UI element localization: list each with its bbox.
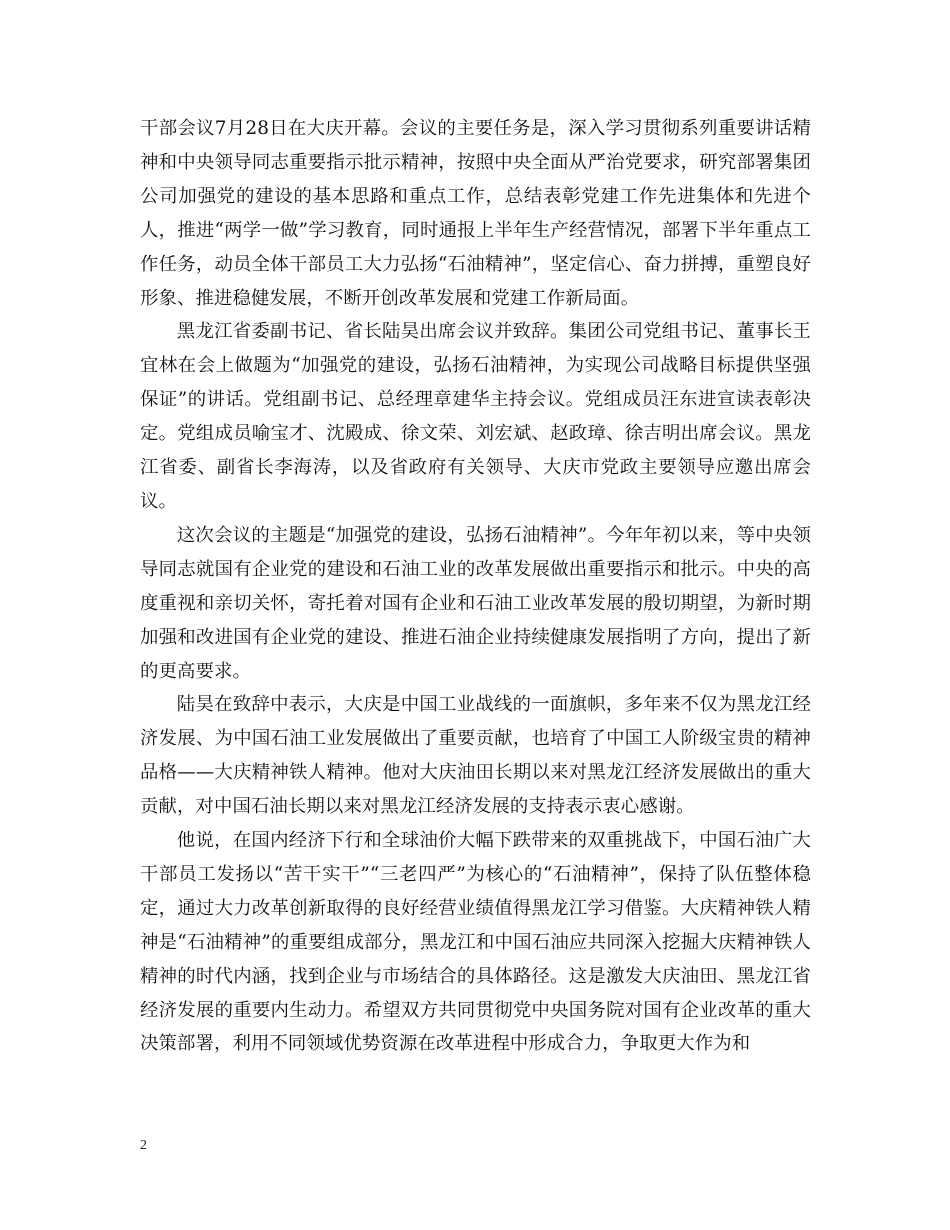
paragraph-continued: 干部会议7月28日在大庆开幕。会议的主要任务是，深入学习贯彻系列重要讲话精神和中央领导同志重要指示批示精神，按照中央全面从严治党要求，研究部署集团公司加强党的建设的基本思路和重点工作，总结表彰党建工作先进集体和先进个人，推进“两学一做”学习教育，同时通报上半年生产经营情况，部署下半年重点工作任务，动员全体干部员工大力弘扬“石油精神”，坚定信心、奋力拼搏，重塑良好形象、推进稳健发展，不断开创改革发展和党建工作新局面。 <box>140 118 811 309</box>
paragraph: 他说，在国内经济下行和全球油价大幅下跌带来的双重挑战下，中国石油广大干部员工发扬以“苦干实干”“三老四严”为核心的“石油精神”，保持了队伍整体稳定，通过大力改革创新取得的良好经营业绩值得黑龙江学习借鉴。大庆精神铁人精神是“石油精神”的重要组成部分，黑龙江和中国石油应共同深入挖掘大庆精神铁人精神的时代内涵，找到企业与市场结合的具体路径。这是激发大庆油田、黑龙江省经济发展的重要内生动力。希望双方共同贯彻党中央国务院对国有企业改革的重大决策部署，利用不同领域优势资源在改革进程中形成合力，争取更大作为和 <box>140 830 811 1055</box>
paragraph: 黑龙江省委副书记、省长陆昊出席会议并致辞。集团公司党组书记、董事长王宜林在会上做题为“加强党的建设，弘扬石油精神，为实现公司战略目标提供坚强保证”的讲话。党组副书记、总经理章建华主持会议。党组成员汪东进宣读表彰决定。党组成员喻宝才、沈殿成、徐文荣、刘宏斌、赵政璋、徐吉明出席会议。黑龙江省委、副省长李海涛，以及省政府有关领导、大庆市党政主要领导应邀出席会议。 <box>140 321 811 512</box>
page-number: 2 <box>140 1138 147 1153</box>
body-text <box>140 112 811 1061</box>
paragraph: 陆昊在致辞中表示，大庆是中国工业战线的一面旗帜，多年来不仅为黑龙江经济发展、为中国石油工业发展做出了重要贡献，也培育了中国工人阶级宝贵的精神品格——大庆精神铁人精神。他对大庆油田长期以来对黑龙江经济发展做出的重大贡献，对中国石油长期以来对黑龙江经济发展的支持表示衷心感谢。 <box>140 694 811 818</box>
paragraph: 这次会议的主题是“加强党的建设，弘扬石油精神”。今年年初以来，等中央领导同志就国有企业党的建设和石油工业的改革发展做出重要指示和批示。中央的高度重视和亲切关怀，寄托着对国有企业和石油工业改革发展的殷切期望，为新时期加强和改进国有企业党的建设、推进石油企业持续健康发展指明了方向，提出了新的更高要求。 <box>140 524 811 682</box>
